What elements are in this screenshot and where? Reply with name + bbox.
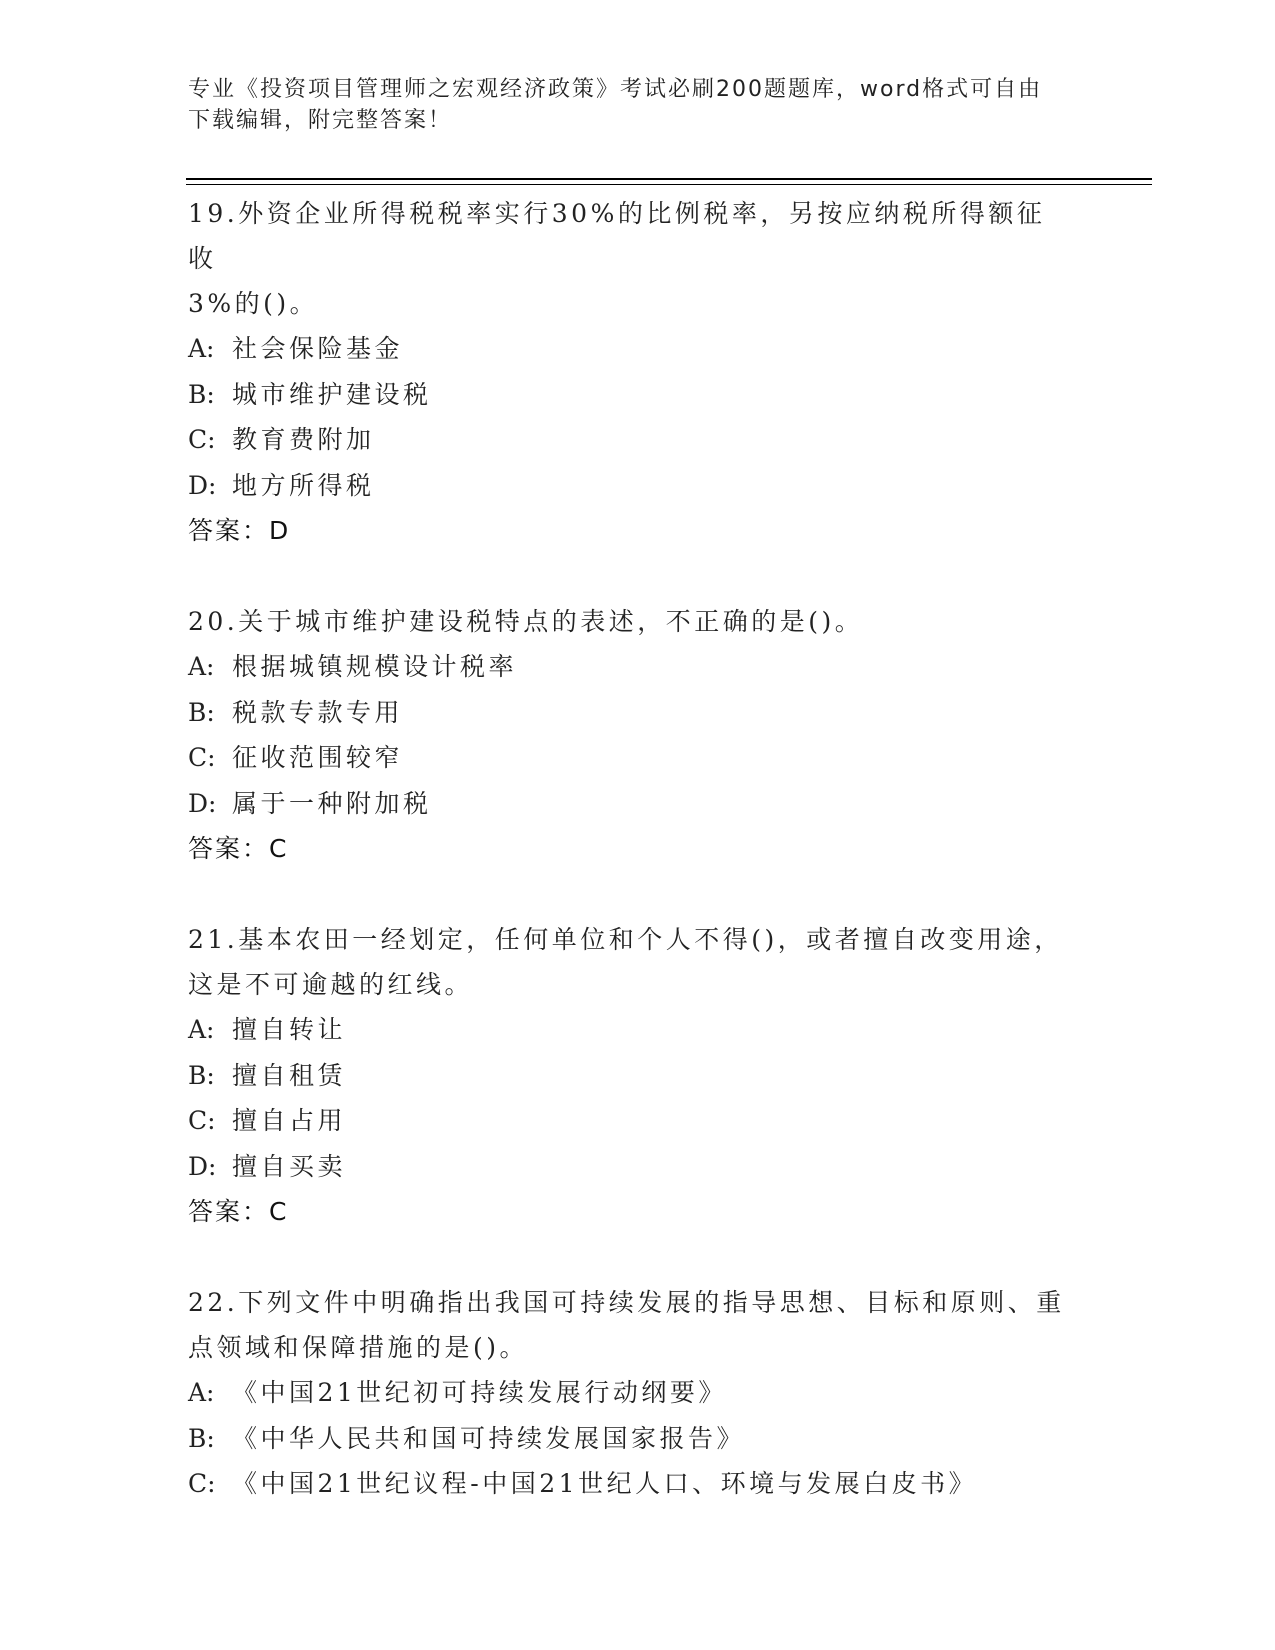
question-stem-line: 这是不可逾越的红线。 [188,970,474,999]
option-letter: D: [188,470,217,500]
header-divider-thick [186,178,1152,180]
option-letter: A: [188,1378,215,1407]
option-b [188,1416,1068,1462]
option-text: 税款专款专用 [232,697,404,727]
option-b [188,372,1068,418]
question-stem-line: 点领域和保障措施的是()。 [188,1333,529,1362]
question-stem-line: 3%的()。 [188,289,319,318]
option-a [188,1370,1068,1416]
question-22 [188,1280,1068,1507]
option-letter: B: [188,697,215,727]
option-c [188,417,1068,463]
question-stem-line: 22.下列文件中明确指出我国可持续发展的指导思想、目标和原则、重 [188,1288,1065,1317]
answer-line: 答案：D [188,516,291,545]
question-stem-line: 19.外资企业所得税税率实行30%的比例税率，另按应纳税所得额征收 [188,199,1046,273]
question-19 [188,191,1068,553]
option-text: 《中国21世纪议程-中国21世纪人口、环境与发展白皮书》 [232,1469,978,1498]
option-a [188,326,1068,372]
option-letter: B: [188,379,215,409]
question-21 [188,917,1068,1234]
option-d [188,781,1068,827]
option-text: 《中华人民共和国可持续发展国家报告》 [232,1423,746,1453]
option-c [188,1098,1068,1144]
option-letter: C: [188,425,216,454]
option-text: 擅自占用 [232,1106,347,1135]
option-letter: C: [188,1469,216,1498]
option-d [188,1144,1068,1190]
header-line: 下载编辑，附完整答案！ [188,108,453,133]
option-text: 擅自转让 [232,1015,347,1044]
option-c [188,1461,1068,1507]
option-text: 属于一种附加税 [232,788,432,818]
header-divider-thin [186,184,1152,185]
question-20 [188,599,1068,871]
question-stem-line: 20.关于城市维护建设税特点的表述，不正确的是()。 [188,607,864,636]
option-text: 擅自租赁 [232,1060,347,1090]
option-letter: C: [188,743,216,772]
option-b [188,1053,1068,1099]
option-text: 教育费附加 [232,425,375,454]
option-text: 擅自买卖 [232,1151,347,1181]
option-letter: D: [188,1151,217,1181]
option-c [188,735,1068,781]
answer-line: 答案：C [188,1197,289,1226]
option-text: 《中国21世纪初可持续发展行动纲要》 [232,1378,727,1407]
option-text: 征收范围较窄 [232,743,404,772]
option-a [188,1007,1068,1053]
option-d [188,463,1068,509]
option-letter: A: [188,1015,215,1044]
document-header [188,74,1068,136]
option-text: 地方所得税 [232,470,375,500]
option-letter: C: [188,1106,216,1135]
option-a [188,644,1068,690]
option-text: 根据城镇规模设计税率 [232,652,518,681]
option-text: 城市维护建设税 [232,379,432,409]
option-b [188,690,1068,736]
option-letter: B: [188,1423,215,1453]
option-letter: A: [188,334,215,363]
question-list [188,191,1068,1553]
option-letter: A: [188,652,215,681]
question-stem-line: 21.基本农田一经划定，任何单位和个人不得()，或者擅自改变用途， [188,925,1063,954]
header-line: 专业《投资项目管理师之宏观经济政策》考试必刷200题题库，word格式可自由 [188,77,1043,102]
option-letter: B: [188,1060,215,1090]
answer-line: 答案：C [188,834,289,863]
option-text: 社会保险基金 [232,334,404,363]
option-letter: D: [188,788,217,818]
